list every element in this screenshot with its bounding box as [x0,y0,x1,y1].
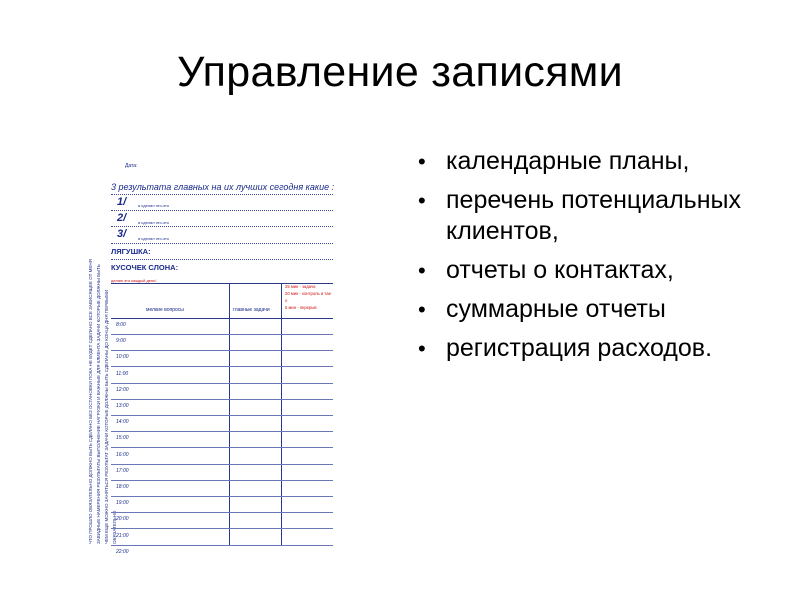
time-slot-label: 22:00 [116,548,129,555]
time-slot-line [111,415,333,416]
time-slot-label: 13:00 [116,403,129,409]
time-slot-label: 14:00 [116,419,129,426]
vertical-note-2: ЗАВИДНЫЕ НАМЕРЕНИЯ РЕЗУЛЬТАТЫ ВЫПОЛНЕНИЕ НАГРУЗКИ И ВАЖНЫЕ ДЛЯ КЛИЕНТА ЗАДАЧИ КОТОРЫЕ ДОЛЖНЫ БЫТЬ [96,264,101,544]
time-slot-label: 17:00 [116,467,129,474]
slide-title: Управление записями [177,48,623,96]
bullet-text: перечень потенциальных клиентов, [446,186,741,245]
time-slot-line [111,528,333,529]
time-slot-line [111,496,333,497]
time-slot-label: 15:00 [116,435,129,442]
time-slot-label: 8:00 [116,322,126,328]
vertical-note-3: ЧЕМ ЕЩЕ МОЖНО ЗАНЯТЬСЯ РЕЗУЛЬТАТ ЗАДАЧИ КОТОРЫЕ ДОЛЖНЫ БЫТЬ СДЕЛАНЫ ДО КОНЦА ДНЯ ПЕРВЫМИ [104,289,109,544]
time-slot-line [111,512,333,513]
time-slot-label: 16:00 [116,451,129,458]
time-slot-label: 21:00 [116,532,129,539]
planner-item-number: 1/ [117,196,127,208]
time-slot-line [111,480,333,481]
planner-item-note: я сделал это-это [138,220,169,225]
dotted-line [111,210,333,211]
planner-red-notes [285,283,333,311]
grid-line [111,318,333,319]
planner-section-elephant: КУСОЧЕК СЛОНА: [111,263,179,272]
planner-section-frog: ЛЯГУШКА: [111,247,151,256]
bullet-text: отчеты о контактах, [446,256,674,284]
red-note: 20 мин - контроль и так-о [285,291,332,303]
planner-item-number: 2/ [117,212,127,224]
bullet-text: суммарные отчеты [446,295,666,323]
time-slot-line [111,366,333,367]
dotted-line [111,194,333,195]
bullet-list [412,146,792,372]
grid-line [281,283,282,545]
bullet-text: календарные планы, [446,147,690,175]
bullet-dot-icon: • [418,149,426,174]
red-note: 5 мин - перерыв [285,305,317,310]
vertical-note-4: ОБЯЗАТЕЛЬНО [112,510,117,544]
grid-line [111,283,333,284]
dotted-line [111,226,333,227]
bullet-item [412,255,792,286]
planner-item-number: 3/ [117,228,127,240]
planner-item-note: я сделал это-это [138,236,169,241]
time-slot-line [111,545,333,546]
time-slot-line [111,447,333,448]
time-slot-line [111,334,333,335]
vertical-note-1: ЧТО ПРОШЛО ОБЯЗАТЕЛЬНО ДОЛЖНО БЫТЬ СДЕЛАНО БЕЗ ОСТАНОВКИ ПОКА НЕ БУДЕТ СДЕЛАНО ВСЕ ЗАВИСЯЩЕЕ ОТ МЕНЯ [88,259,93,544]
bullet-dot-icon: • [418,188,426,213]
bullet-dot-icon: • [418,336,426,361]
bullet-item [412,333,792,364]
time-slot-line [111,464,333,465]
column-header-main: главные задачи [233,307,270,313]
bullet-item [412,185,792,247]
bullet-text: регистрация расходов. [446,334,713,362]
planner-section-sub: делаю это каждый день! [111,278,157,283]
time-slot-label: 9:00 [116,338,126,345]
planner-item-note: я сделал это-это [138,203,169,208]
time-slot-label: 18:00 [116,484,129,490]
time-slot-label: 12:00 [116,386,129,393]
time-slot-label: 19:00 [116,500,129,507]
bullet-item [412,146,792,177]
column-header-minor: мелкие вопросы [146,307,184,313]
time-slot-line [111,383,333,384]
grid-line [229,283,230,545]
planner-heading: 3 результата главных на их лучших сегодня какие : [111,182,335,192]
planner-date-label: Дата: [125,163,138,169]
time-slot-label: 10:00 [116,354,129,361]
dotted-line [111,259,333,260]
time-slot-line [111,399,333,400]
bullet-dot-icon: • [418,258,426,283]
red-note: 25 мин - задача [285,284,316,289]
time-slot-line [111,350,333,351]
time-slot-line [111,431,333,432]
bullet-dot-icon: • [418,297,426,322]
time-slot-label: 11:00 [116,370,129,377]
dotted-line [111,243,333,244]
time-slot-label: 20:00 [116,516,129,523]
bullet-item [412,294,792,325]
